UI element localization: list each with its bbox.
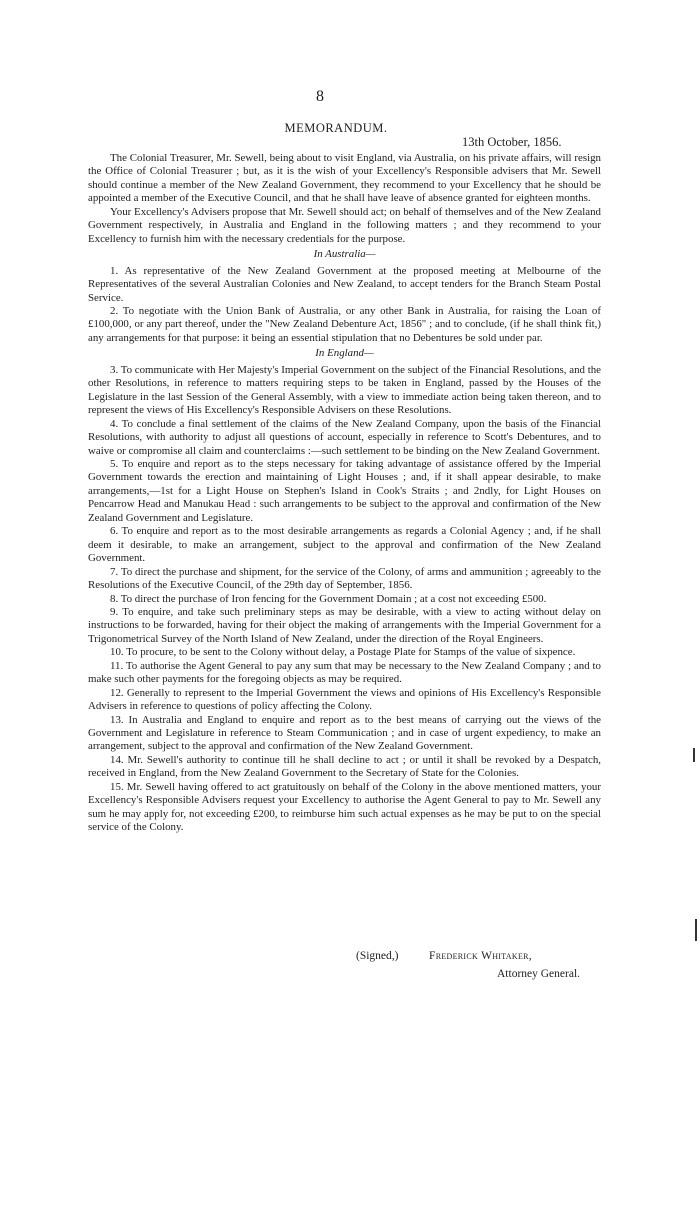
numbered-item: 13. In Australia and England to enquire and report as to the best means of carrying out the views of the Government and Legislature in reference to Steam Communication ; and in case of urgent expediency, to make an arrangement, subject to the approval and confirmation of the New Zealand Government. (88, 713, 601, 753)
scan-edge-mark (695, 919, 697, 941)
scan-edge-mark (693, 748, 695, 762)
numbered-item: 1. As representative of the New Zealand Government at the proposed meeting at Melbourne of the Representatives of the several Australian Colonies and New Zealand, to accept tenders for the Branch Steam Postal Service. (88, 264, 601, 304)
numbered-item: 11. To authorise the Agent General to pay any sum that may be necessary to the New Zealand Company ; and to make such other payments for the foregoing objects as may be required. (88, 659, 601, 686)
numbered-item: 5. To enquire and report as to the steps necessary for taking advantage of assistance offered by the Imperial Government towards the erection and maintaining of Light Houses ; and, if it shall appear desirable, to make arrangements,—1st for a Light House on Stephen's Island in Cook's Straits ; and 2ndly, for Light Houses on Pencarrow Head and Manukau Head : such arrangements to be subject to the approval and confirmation of the New Zealand Government and Legislature. (88, 457, 601, 524)
numbered-item: 2. To negotiate with the Union Bank of Australia, or any other Bank in Australia, for raising the Loan of £100,000, or any part thereof, under the "New Zealand Debenture Act, 1856" ; and to conclude, (if he shall think fit,) any arrangements for that purpose: it being an essential stipulation that no Debentures be sold under par. (88, 304, 601, 344)
numbered-item: 14. Mr. Sewell's authority to continue till he shall decline to act ; or until it shall be revoked by a Despatch, received in England, from the New Zealand Government to the Secretary of State for the Colonies. (88, 753, 601, 780)
numbered-item: 3. To communicate with Her Majesty's Imperial Government on the subject of the Financial Resolutions, and the other Resolutions, in reference to matters requiring steps to be taken in England, passed by the Houses of the Legislature in the last Session of the General Assembly, with a view to immediate action being taken thereon, and to represent the views of His Excellency's Responsible Advisers on these Resolutions. (88, 363, 601, 417)
intro-paragraph: Your Excellency's Advisers propose that Mr. Sewell should act; on behalf of themselves and of the New Zealand Government respectively, in Australia and England in the following matters ; and they recommend to your Excellency to furnish him with the necessary credentials for the purpose. (88, 205, 601, 245)
numbered-item: 7. To direct the purchase and shipment, for the service of the Colony, of arms and ammunition ; agreeably to the Resolutions of the Executive Council, of the 29th day of September, 1856. (88, 565, 601, 592)
numbered-item: 6. To enquire and report as to the most desirable arrangements as regards a Colonial Agency ; and, if he shall deem it desirable, to make an arrangement, subject to the approval and confirmation of the New Zealand Government. (88, 525, 601, 565)
signatory-name: Frederick Whitaker, (429, 950, 532, 962)
numbered-item: 8. To direct the purchase of Iron fencing for the Government Domain ; at a cost not exceeding £500. (110, 592, 547, 605)
numbered-item: 12. Generally to represent to the Imperial Government the views and opinions of His Excellency's Responsible Advisers in reference to questions of policy affecting the Colony. (88, 686, 601, 713)
signatory-office: Attorney General. (497, 968, 581, 980)
numbered-item: 15. Mr. Sewell having offered to act gratuitously on behalf of the Colony in the above mentioned matters, your Excellency's Responsible Advisers request your Excellency to authorise the Agent General to pay to Mr. Sewell any sum he may apply for, not exceeding £200, to reimburse him such actual expenses as he may be put to on the special service of the Colony. (88, 780, 601, 834)
numbered-item: 10. To procure, to be sent to the Colony without delay, a Postage Plate for Stamps of the value of sixpence. (110, 646, 576, 659)
section-heading-australia: In Australia— (313, 248, 376, 261)
numbered-item: 4. To conclude a final settlement of the claims of the New Zealand Company, upon the basis of the Financial Resolutions, with authority to adjust all questions of account, especially in reference to Scott's Debentures, and to waive or compromise all claim and counterclaims :—such settlement to be binding on the New Zealand Government. (88, 417, 601, 457)
numbered-item: 9. To enquire, and take such preliminary steps as may be desirable, with a view to acting without delay on instructions to be forwarded, having for their object the making of arrangements with the Imperial Government for a Trigonometrical Survey of the North Island of New Zealand, under the direction of the Royal Engineers. (88, 605, 601, 645)
signed-label: (Signed,) (356, 950, 399, 962)
intro-paragraph: The Colonial Treasurer, Mr. Sewell, being about to visit England, via Australia, on his private affairs, will resign the Office of Colonial Treasurer ; but, as it is the wish of your Excellency's Responsible advisers that Mr. Sewell should continue a member of the New Zealand Government, they recommend to your Excellency that he should be appointed a member of the Executive Council, and that he shall have leave of absence granted for eighteen months. (88, 152, 601, 205)
memorandum-body (88, 152, 601, 835)
document-date: 13th October, 1856. (462, 135, 562, 149)
page-number: 8 (316, 88, 324, 105)
document-title: MEMORANDUM. (284, 121, 388, 135)
section-heading-england: In England— (315, 347, 374, 360)
